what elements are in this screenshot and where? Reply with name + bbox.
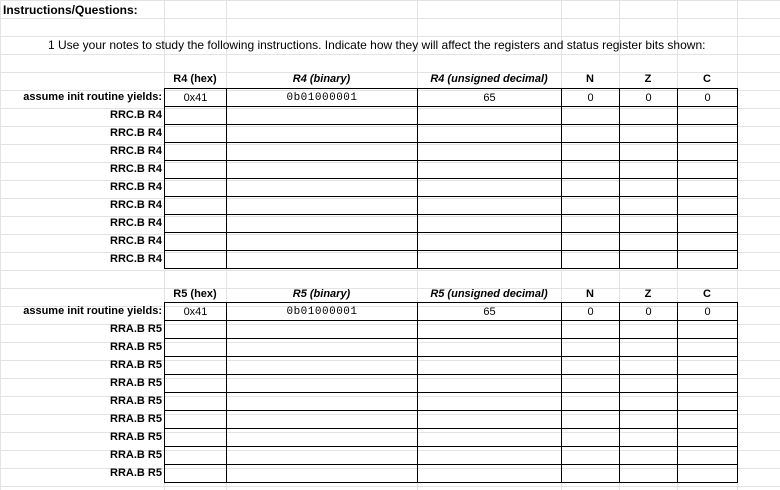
- answer-cell[interactable]: [620, 357, 678, 375]
- answer-cell[interactable]: [418, 161, 562, 179]
- init-n-cell[interactable]: 0: [562, 89, 620, 107]
- answer-cell[interactable]: [227, 339, 418, 357]
- answer-cell[interactable]: [562, 233, 620, 251]
- answer-cell[interactable]: [620, 161, 678, 179]
- answer-cell[interactable]: [562, 339, 620, 357]
- r4-answer-table: [164, 88, 738, 269]
- answer-cell[interactable]: [620, 125, 678, 143]
- answer-cell[interactable]: [678, 143, 738, 161]
- answer-cell[interactable]: [678, 233, 738, 251]
- answer-cell[interactable]: [418, 107, 562, 125]
- table-row: [165, 107, 738, 125]
- instruction-label[interactable]: RRC.B R4: [110, 235, 162, 247]
- instruction-label[interactable]: RRC.B R4: [110, 199, 162, 211]
- answer-cell[interactable]: [418, 411, 562, 429]
- answer-cell[interactable]: [227, 375, 418, 393]
- instruction-label[interactable]: RRC.B R4: [110, 145, 162, 157]
- instruction-label[interactable]: RRA.B R5: [110, 377, 162, 389]
- table-row: [165, 215, 738, 233]
- answer-cell[interactable]: [165, 393, 227, 411]
- answer-cell[interactable]: [418, 251, 562, 269]
- instruction-label[interactable]: RRC.B R4: [110, 163, 162, 175]
- table-row: [165, 197, 738, 215]
- table-row: [165, 339, 738, 357]
- answer-cell[interactable]: [678, 215, 738, 233]
- answer-cell[interactable]: [418, 393, 562, 411]
- answer-cell[interactable]: [562, 107, 620, 125]
- init-label[interactable]: assume init routine yields:: [23, 305, 162, 317]
- answer-cell[interactable]: [227, 465, 418, 483]
- init-decimal-cell[interactable]: 65: [418, 89, 562, 107]
- answer-cell[interactable]: [165, 465, 227, 483]
- answer-cell[interactable]: [165, 339, 227, 357]
- table-row: [165, 357, 738, 375]
- answer-cell[interactable]: [620, 411, 678, 429]
- answer-cell[interactable]: [418, 125, 562, 143]
- init-label[interactable]: assume init routine yields:: [23, 91, 162, 103]
- r4-binary-header[interactable]: R4 (binary): [292, 73, 351, 85]
- answer-cell[interactable]: [227, 179, 418, 197]
- answer-cell[interactable]: [678, 447, 738, 465]
- init-binary-cell[interactable]: 0b01000001: [227, 303, 418, 321]
- instruction-label[interactable]: RRA.B R5: [110, 359, 162, 371]
- z-flag-header[interactable]: Z: [644, 288, 652, 300]
- answer-cell[interactable]: [227, 429, 418, 447]
- r5-hex-header[interactable]: R5 (hex): [173, 288, 217, 300]
- init-n-cell[interactable]: 0: [562, 303, 620, 321]
- answer-cell[interactable]: [165, 251, 227, 269]
- answer-cell[interactable]: [165, 161, 227, 179]
- answer-cell[interactable]: [418, 215, 562, 233]
- answer-cell[interactable]: [678, 339, 738, 357]
- answer-cell[interactable]: [678, 375, 738, 393]
- answer-cell[interactable]: [678, 107, 738, 125]
- c-flag-header[interactable]: C: [703, 288, 711, 300]
- r4-decimal-header[interactable]: R4 (unsigned decimal): [430, 73, 548, 85]
- answer-cell[interactable]: [165, 375, 227, 393]
- answer-cell[interactable]: [562, 179, 620, 197]
- init-hex-cell[interactable]: 0x41: [165, 303, 227, 321]
- answer-cell[interactable]: [620, 393, 678, 411]
- answer-cell[interactable]: [418, 375, 562, 393]
- table-row: [165, 161, 738, 179]
- instruction-label[interactable]: RRC.B R4: [110, 127, 162, 139]
- answer-cell[interactable]: [227, 411, 418, 429]
- answer-cell[interactable]: [227, 197, 418, 215]
- answer-cell[interactable]: [620, 143, 678, 161]
- answer-cell[interactable]: [165, 321, 227, 339]
- answer-cell[interactable]: [620, 215, 678, 233]
- answer-cell[interactable]: [678, 125, 738, 143]
- answer-cell[interactable]: [418, 447, 562, 465]
- answer-cell[interactable]: [165, 197, 227, 215]
- sheet-title[interactable]: Instructions/Questions:: [3, 3, 138, 17]
- answer-cell[interactable]: [165, 125, 227, 143]
- table-row: [165, 251, 738, 269]
- answer-cell[interactable]: [620, 233, 678, 251]
- answer-cell[interactable]: [562, 197, 620, 215]
- r5-decimal-header[interactable]: R5 (unsigned decimal): [430, 288, 548, 300]
- answer-cell[interactable]: [562, 447, 620, 465]
- answer-cell[interactable]: [165, 429, 227, 447]
- answer-cell[interactable]: [165, 143, 227, 161]
- answer-cell[interactable]: [227, 321, 418, 339]
- answer-cell[interactable]: [620, 321, 678, 339]
- z-flag-header[interactable]: Z: [644, 73, 652, 85]
- instruction-label[interactable]: RRA.B R5: [110, 467, 162, 479]
- answer-cell[interactable]: [562, 321, 620, 339]
- answer-cell[interactable]: [227, 393, 418, 411]
- answer-cell[interactable]: [620, 251, 678, 269]
- instruction-label[interactable]: RRC.B R4: [110, 109, 162, 121]
- answer-cell[interactable]: [562, 125, 620, 143]
- instruction-label[interactable]: RRA.B R5: [110, 449, 162, 461]
- answer-cell[interactable]: [678, 393, 738, 411]
- answer-cell[interactable]: [418, 179, 562, 197]
- answer-cell[interactable]: [418, 465, 562, 483]
- answer-cell[interactable]: [678, 321, 738, 339]
- r4-hex-header[interactable]: R4 (hex): [173, 73, 217, 85]
- answer-cell[interactable]: [678, 161, 738, 179]
- answer-cell[interactable]: [227, 107, 418, 125]
- answer-cell[interactable]: [227, 233, 418, 251]
- table-row: [165, 125, 738, 143]
- table-row: [165, 143, 738, 161]
- answer-cell[interactable]: [678, 179, 738, 197]
- instruction-label[interactable]: RRA.B R5: [110, 341, 162, 353]
- table-row: [165, 303, 738, 321]
- instruction-label[interactable]: RRA.B R5: [110, 431, 162, 443]
- table-row: [165, 89, 738, 107]
- answer-cell[interactable]: [227, 161, 418, 179]
- answer-cell[interactable]: [678, 429, 738, 447]
- answer-cell[interactable]: [678, 251, 738, 269]
- instruction-text[interactable]: 1 Use your notes to study the following instructions. Indicate how they will affect the registers and status register bits shown:: [48, 38, 706, 52]
- r5-binary-header[interactable]: R5 (binary): [292, 288, 351, 300]
- c-flag-header[interactable]: C: [703, 73, 711, 85]
- answer-cell[interactable]: [418, 339, 562, 357]
- answer-cell[interactable]: [418, 197, 562, 215]
- init-c-cell[interactable]: 0: [678, 303, 738, 321]
- answer-cell[interactable]: [620, 465, 678, 483]
- answer-cell[interactable]: [620, 179, 678, 197]
- answer-cell[interactable]: [620, 107, 678, 125]
- table-row: [165, 233, 738, 251]
- instruction-label[interactable]: RRA.B R5: [110, 323, 162, 335]
- answer-cell[interactable]: [418, 143, 562, 161]
- instruction-label[interactable]: RRC.B R4: [110, 217, 162, 229]
- answer-cell[interactable]: [165, 357, 227, 375]
- answer-cell[interactable]: [562, 161, 620, 179]
- table-row: [165, 393, 738, 411]
- answer-cell[interactable]: [562, 357, 620, 375]
- answer-cell[interactable]: [562, 393, 620, 411]
- table-row: [165, 465, 738, 483]
- answer-cell[interactable]: [562, 251, 620, 269]
- answer-cell[interactable]: [620, 339, 678, 357]
- answer-cell[interactable]: [165, 179, 227, 197]
- answer-cell[interactable]: [620, 447, 678, 465]
- answer-cell[interactable]: [620, 197, 678, 215]
- answer-cell[interactable]: [165, 107, 227, 125]
- init-c-cell[interactable]: 0: [678, 89, 738, 107]
- instruction-label[interactable]: RRA.B R5: [110, 413, 162, 425]
- table-row: [165, 321, 738, 339]
- answer-cell[interactable]: [227, 357, 418, 375]
- instruction-label[interactable]: RRC.B R4: [110, 253, 162, 265]
- answer-cell[interactable]: [678, 197, 738, 215]
- answer-cell[interactable]: [562, 411, 620, 429]
- table-row: [165, 375, 738, 393]
- answer-cell[interactable]: [418, 357, 562, 375]
- init-decimal-cell[interactable]: 65: [418, 303, 562, 321]
- init-binary-cell[interactable]: 0b01000001: [227, 89, 418, 107]
- answer-cell[interactable]: [562, 143, 620, 161]
- n-flag-header[interactable]: N: [586, 73, 594, 85]
- answer-cell[interactable]: [562, 215, 620, 233]
- instruction-label[interactable]: RRC.B R4: [110, 181, 162, 193]
- answer-cell[interactable]: [227, 251, 418, 269]
- answer-cell[interactable]: [418, 321, 562, 339]
- answer-cell[interactable]: [227, 143, 418, 161]
- answer-cell[interactable]: [418, 233, 562, 251]
- answer-cell[interactable]: [562, 429, 620, 447]
- answer-cell[interactable]: [678, 357, 738, 375]
- answer-cell[interactable]: [165, 411, 227, 429]
- answer-cell[interactable]: [418, 429, 562, 447]
- answer-cell[interactable]: [620, 429, 678, 447]
- answer-cell[interactable]: [227, 447, 418, 465]
- table-row: [165, 429, 738, 447]
- answer-cell[interactable]: [227, 215, 418, 233]
- r5-answer-table: [164, 302, 738, 483]
- init-z-cell[interactable]: 0: [620, 303, 678, 321]
- table-row: [165, 447, 738, 465]
- answer-cell[interactable]: [678, 411, 738, 429]
- answer-cell[interactable]: [562, 465, 620, 483]
- table-row: [165, 179, 738, 197]
- instruction-label[interactable]: RRA.B R5: [110, 395, 162, 407]
- table-row: [165, 411, 738, 429]
- n-flag-header[interactable]: N: [586, 288, 594, 300]
- answer-cell[interactable]: [227, 125, 418, 143]
- answer-cell[interactable]: [165, 215, 227, 233]
- answer-cell[interactable]: [165, 233, 227, 251]
- init-hex-cell[interactable]: 0x41: [165, 89, 227, 107]
- init-z-cell[interactable]: 0: [620, 89, 678, 107]
- answer-cell[interactable]: [165, 447, 227, 465]
- answer-cell[interactable]: [620, 375, 678, 393]
- answer-cell[interactable]: [562, 375, 620, 393]
- answer-cell[interactable]: [678, 465, 738, 483]
